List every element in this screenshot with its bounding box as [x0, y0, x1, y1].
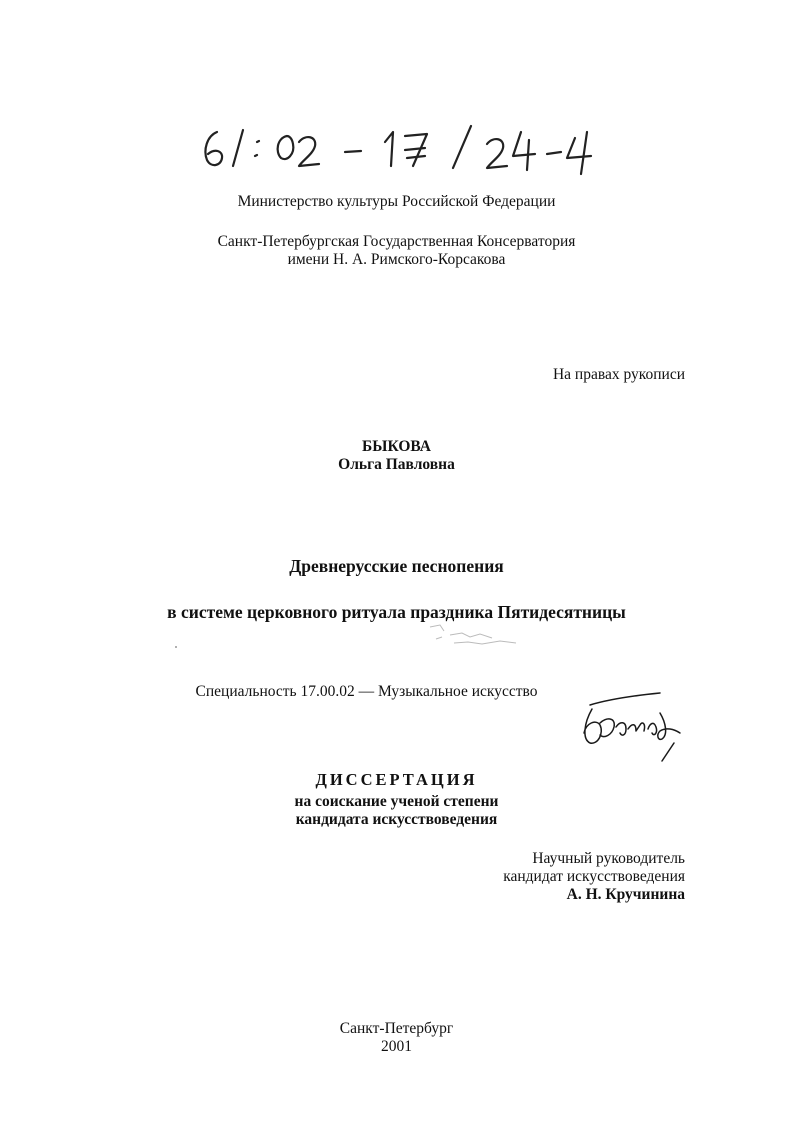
faded-stamp	[420, 615, 530, 655]
institution-line-2: имени Н. А. Римского-Корсакова	[287, 251, 506, 268]
ministry: Министерство культуры Российской Федерации	[237, 193, 556, 210]
manuscript-rights: На правах рукописи	[552, 366, 685, 383]
footer-year: 2001	[381, 1038, 412, 1055]
dissertation-degree-line-1: на соискание ученой степени	[294, 793, 499, 810]
author-name: Ольга Павловна	[338, 456, 455, 473]
handwritten-code-stamp	[195, 118, 615, 178]
dissertation-title-line-2: в системе церковного ритуала праздника Пятидесятницы	[167, 602, 626, 622]
supervisor-degree: кандидат искусствоведения	[503, 868, 685, 885]
dissertation-heading: ДИССЕРТАЦИЯ	[315, 770, 478, 789]
specialty: Специальность 17.00.02 — Музыкальное искусство	[195, 683, 538, 700]
supervisor-name: А. Н. Кручинина	[566, 886, 685, 903]
dissertation-degree-line-2: кандидата искусствоведения	[295, 811, 498, 828]
signature	[570, 683, 700, 768]
author-surname: БЫКОВА	[362, 438, 431, 455]
institution-line-1: Санкт-Петербургская Государственная Консерватория	[217, 233, 576, 250]
footer-city: Санкт-Петербург	[339, 1020, 454, 1037]
dissertation-title-line-1: Древнерусские песнопения	[289, 556, 504, 576]
supervisor-role: Научный руководитель	[532, 850, 685, 867]
scan-speck	[175, 646, 177, 648]
